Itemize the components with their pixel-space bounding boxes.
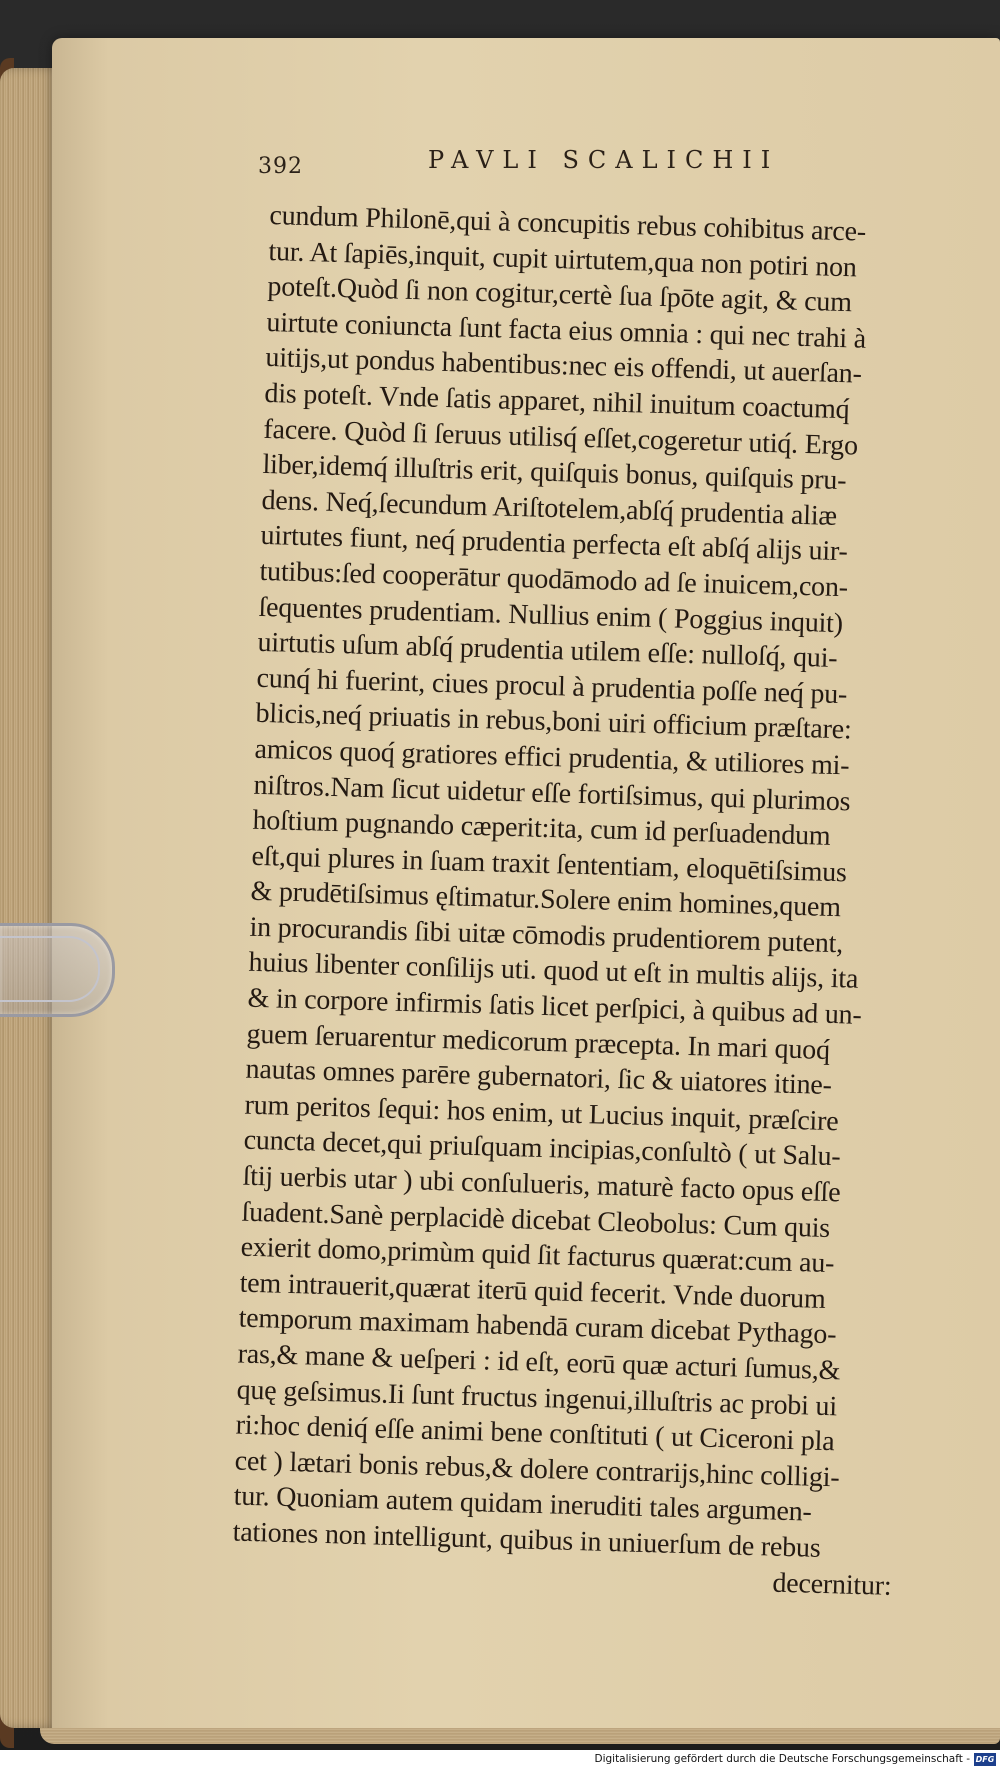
- text-line: eſt,qui plures in ſuam traxit ſententiam, eloquētiſsimus: [251, 840, 848, 889]
- text-line: & prudētiſsimus ęſtimatur.Solere enim homines,quem: [250, 876, 842, 924]
- text-line: facere. Quòd ſi ſeruus utilisq́ eſſet,cogeretur utiq́. Ergo: [263, 413, 859, 462]
- text-line: huius libenter conſilijs uti. quod ut eſt in multis alijs, ita: [248, 947, 859, 996]
- text-line: temporum maximam habendā curam dicebat Pythago-: [238, 1302, 837, 1351]
- page-bottom-edge: [40, 1728, 1000, 1744]
- paper-clip-inner-loop: [0, 936, 100, 1002]
- text-line: tur. Quoniam autem quidam ineruditi tales argumen-: [233, 1480, 813, 1529]
- text-line: niſtros.Nam ſicut uidetur eſſe fortiſsimus, qui plurimos: [253, 769, 851, 817]
- text-line: tationes non intelligunt, quibus in uniuerſum de rebus: [232, 1516, 821, 1564]
- header-title: PAVLI SCALICHII: [428, 146, 780, 174]
- text-line: ras,& mane & ueſperi : id eſt, eorū quæ acturi ſumus,&: [237, 1338, 841, 1387]
- catchword: decernitur:: [772, 1567, 892, 1602]
- text-line: dis poteſt. Vnde ſatis apparet, nihil inuitum coactumq́: [264, 377, 850, 426]
- funding-credit: Digitalisierung gefördert durch die Deutsche Forschungsgemeinschaft -: [594, 1753, 970, 1765]
- text-line: blicis,neq́ priuatis in rebus,boni uiri officium præſtare:: [255, 698, 853, 746]
- text-line: uirtutis uſum abſq́ prudentia utilem eſſe: nulloſq́, qui-: [257, 626, 838, 675]
- text-line: guem ſeruarentur medicorum præcepta. In mari quoq́: [246, 1018, 831, 1066]
- footer-bar: [0, 1750, 1000, 1771]
- text-line: cundum Philonē,qui à concupitis rebus cohibitus arce-: [269, 199, 867, 248]
- text-line: uirtute coniuncta ſunt facta eius omnia : qui nec trahi à: [266, 306, 867, 355]
- text-line: exierit domo,primùm quid ſit facturus quærat:cum au-: [240, 1231, 835, 1280]
- book: [0, 38, 1000, 1748]
- text-line: ſtij uerbis utar ) ubi conſulueris, maturè facto opus eſſe: [242, 1160, 841, 1209]
- text-line: dens. Neq́,ſecundum Ariſtotelem,abſq́ prudentia aliæ: [261, 484, 838, 532]
- text-line: & in corpore infirmis ſatis licet perſpici, à quibus ad un-: [247, 982, 862, 1031]
- text-line: tem intrauerit,quærat iterū quid fecerit. Vnde duorum: [239, 1267, 826, 1315]
- text-line: ri:hoc deniq́ eſſe animi bene conſtituti ( ut Ciceroni pla: [235, 1409, 835, 1458]
- text-line: amicos quoq́ gratiores effici prudentia, & utiliores mi-: [254, 733, 850, 782]
- text-line: ſequentes prudentiam. Nullius enim ( Poggius inquit): [258, 591, 844, 639]
- text-line: liber,idemq́ illuſtris erit, quiſquis bonus, quiſquis pru-: [262, 449, 847, 497]
- text-line: cunq́ hi fuerint, ciues procul à prudentia poſſe neq́ pu-: [256, 662, 848, 711]
- page-number: 392: [258, 154, 303, 179]
- running-head: [258, 144, 958, 184]
- text-line: uirtutes fiunt, neq́ prudentia perfecta eſt abſq́ alijs uir-: [260, 520, 849, 568]
- text-line: cet ) lætari bonis rebus,& dolere contrarijs,hinc colligi-: [234, 1445, 840, 1494]
- text-line: tutibus:ſed cooperātur quodāmodo ad ſe inuicem,con-: [259, 555, 849, 604]
- text-line: uitijs,ut pondus habentibus:nec eis offendi, ut auerſan-: [265, 342, 863, 390]
- text-line: rum peritos ſequi: hos enim, ut Lucius inquit, præſcire: [244, 1089, 839, 1138]
- text-line: in procurandis ſibi uitæ cōmodis prudentiorem putent,: [249, 911, 844, 960]
- dfg-logo-icon: DFG: [975, 1755, 995, 1764]
- text-line: ſuadent.Sanè perplacidè dicebat Cleobolus: Cum quis: [241, 1196, 831, 1244]
- text-line: hoſtium pugnando cæperit:ita, cum id perſuadendum: [252, 804, 831, 852]
- text-line: quę geſsimus.Ii ſunt fructus ingenui,illuſtris ac probi ui: [236, 1374, 838, 1422]
- text-line: tur. At ſapiēs,inquit, cupit uirtutem,qua non potiri non: [268, 235, 858, 283]
- text-line: cuncta decet,qui priuſquam incipias,conſultò ( ut Salu-: [243, 1125, 841, 1173]
- text-line: poteſt.Quòd ſi non cogitur,certè ſua ſpōte agit, & cum: [267, 271, 853, 319]
- body-text: [231, 198, 959, 1605]
- paper-clip-icon: [0, 923, 115, 1017]
- text-line: nautas omnes parēre gubernatori, ſic & uiatores itine-: [245, 1053, 833, 1102]
